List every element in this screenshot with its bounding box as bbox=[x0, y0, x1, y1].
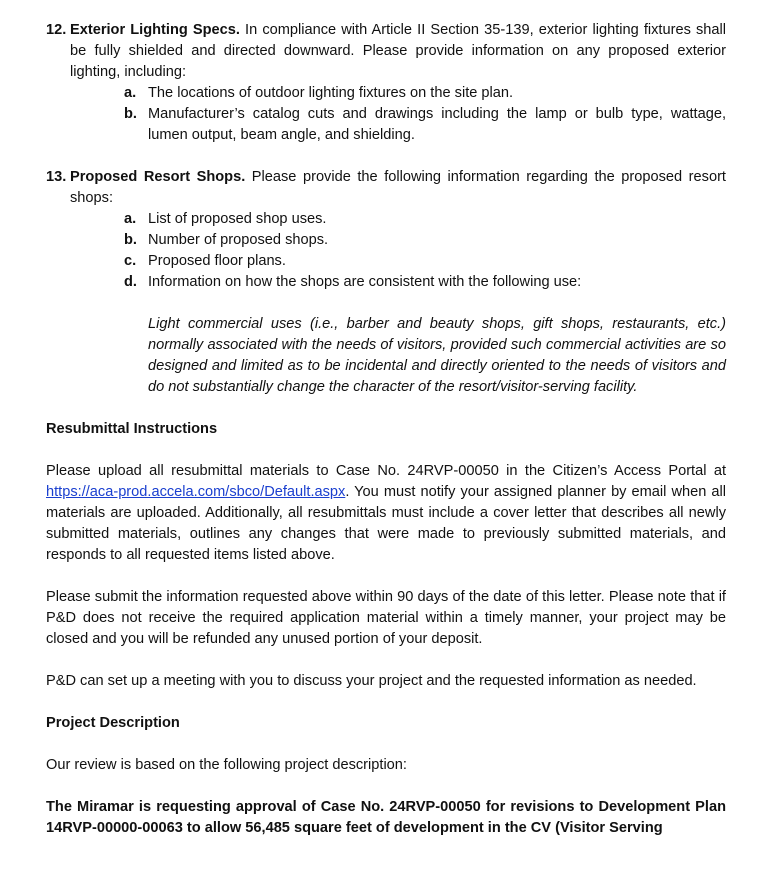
resubmittal-paragraph-1 bbox=[46, 461, 726, 566]
citizens-access-portal-link[interactable]: https://aca-prod.accela.com/sbco/Default.aspx bbox=[46, 484, 346, 500]
document-page bbox=[46, 20, 726, 839]
section-12-list bbox=[124, 83, 726, 146]
section-12-text: In compliance with Article II Section 35-139, exterior lighting fixtures shall be fully shielded and directed downward. Please provide information on any proposed exterior lighting, including: bbox=[70, 22, 726, 80]
list-item-letter: a. bbox=[124, 211, 137, 227]
section-13-text: Please provide the following information regarding the proposed resort shops: bbox=[70, 169, 726, 206]
list-item-text: List of proposed shop uses. bbox=[148, 211, 327, 227]
list-item-text: Proposed floor plans. bbox=[148, 253, 286, 269]
list-item bbox=[124, 104, 726, 146]
list-item bbox=[124, 209, 726, 230]
section-13-title: Proposed Resort Shops. bbox=[70, 169, 246, 185]
resubmittal-text: Please upload all resubmittal materials to Case No. 24RVP-00050 in the Citizen’s Access Portal at bbox=[46, 463, 726, 479]
section-13 bbox=[46, 167, 726, 209]
resubmittal-heading: Resubmittal Instructions bbox=[46, 421, 218, 437]
list-item-letter: a. bbox=[124, 85, 137, 101]
list-item bbox=[124, 83, 726, 104]
section-12-title: Exterior Lighting Specs. bbox=[70, 22, 240, 38]
list-item-letter: d. bbox=[124, 274, 137, 290]
list-item bbox=[124, 272, 726, 293]
use-definition-quote: Light commercial uses (i.e., barber and beauty shops, gift shops, restaurants, etc.) normally associated with the needs of visitors, provided such commercial activities are so designed and limited as to be incidental and directly oriented to the needs of visitors and do not substantially change the character of the resort/visitor-serving facility. bbox=[148, 316, 726, 395]
list-item-text: Manufacturer’s catalog cuts and drawings including the lamp or bulb type, wattage, lumen output, beam angle, and shielding. bbox=[148, 106, 726, 143]
section-12 bbox=[46, 20, 726, 83]
section-12-number: 12. bbox=[46, 22, 67, 38]
project-description-text: The Miramar is requesting approval of Case No. 24RVP-00050 for revisions to Development Plan 14RVP-00000-00063 to allow 56,485 square feet of development in the CV (Visitor Serving bbox=[46, 799, 726, 836]
resubmittal-text: . You must notify your assigned planner by email when all materials are uploaded. Additionally, all resubmittals must include a cover letter that describes all newly submitted materials, outlines any changes that were made to previously submitted materials, and responds to all requested items listed above. bbox=[46, 484, 726, 563]
resubmittal-paragraph-2: Please submit the information requested above within 90 days of the date of this letter. Please note that if P&D does not receive the required application material within a timely manner, your project may be closed and you will be refunded any unused portion of your deposit. bbox=[46, 589, 726, 647]
list-item bbox=[124, 251, 726, 272]
list-item-text: Information on how the shops are consistent with the following use: bbox=[148, 274, 582, 290]
list-item-text: Number of proposed shops. bbox=[148, 232, 329, 248]
project-description-heading: Project Description bbox=[46, 715, 180, 731]
list-item bbox=[124, 230, 726, 251]
resubmittal-paragraph-3: P&D can set up a meeting with you to discuss your project and the requested information as needed. bbox=[46, 673, 697, 689]
list-item-text: The locations of outdoor lighting fixtures on the site plan. bbox=[148, 85, 514, 101]
project-description-intro: Our review is based on the following project description: bbox=[46, 757, 407, 773]
section-13-number: 13. bbox=[46, 169, 67, 185]
list-item-letter: b. bbox=[124, 232, 137, 248]
section-13-list bbox=[124, 209, 726, 293]
list-item-letter: c. bbox=[124, 253, 137, 269]
list-item-letter: b. bbox=[124, 106, 137, 122]
